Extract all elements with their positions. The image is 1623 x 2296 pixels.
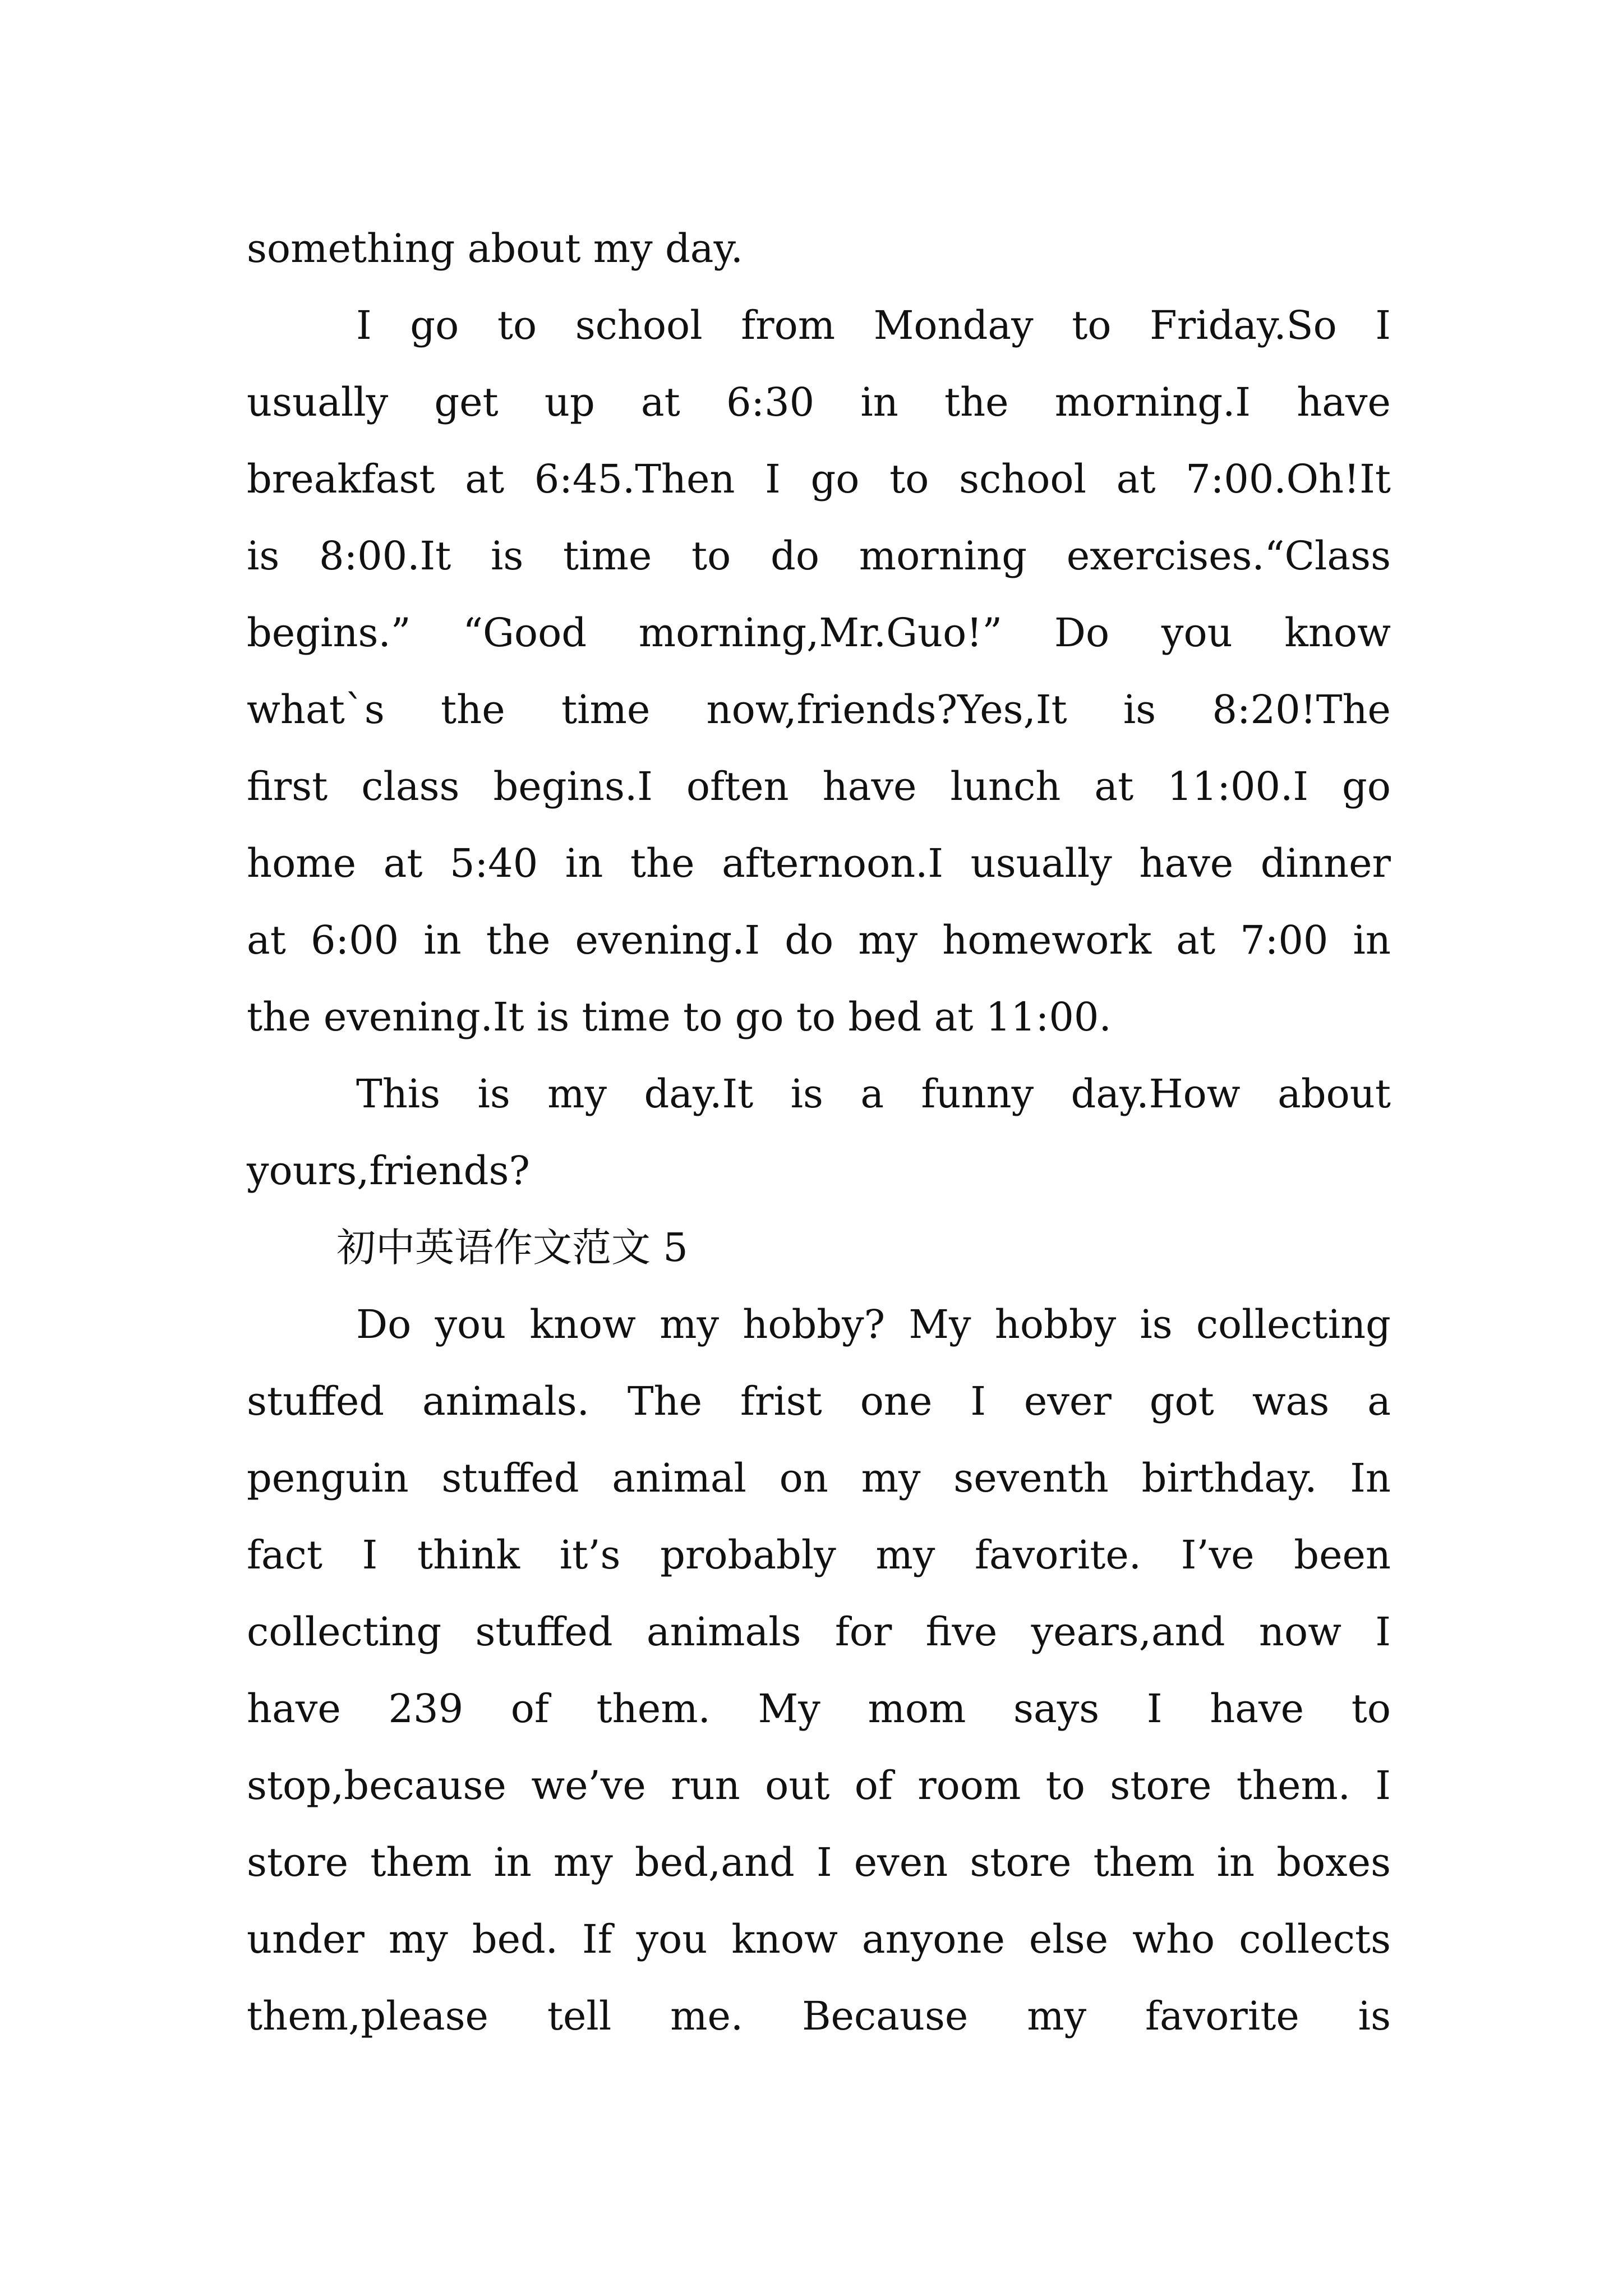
paragraph-first-line: Do you know my hobby? My hobby is collecting [356,1301,1391,1347]
text-line: collecting stuffed animals for five years,and now I [247,1609,1391,1655]
text-line: yours,friends? [247,1148,530,1194]
text-line: penguin stuffed animal on my seventh birthday. In [247,1455,1391,1501]
text-line: under my bed. If you know anyone else who collects [247,1916,1391,1962]
text-line: something about my day. [247,226,743,272]
document-body [247,210,1391,2055]
text-line: stuffed animals. The frist one I ever got was a [247,1378,1391,1424]
text-line: stop,because we’ve run out of room to store them. I [247,1763,1391,1809]
text-line: them,please tell me. Because my favorite is [247,1993,1391,2039]
paragraph-first-line: I go to school from Monday to Friday.So I [356,302,1391,348]
text-line: what`s the time now,friends?Yes,It is 8:20!The [247,687,1391,733]
text-line: the evening.It is time to go to bed at 11:00. [247,994,1112,1040]
text-line: first class begins.I often have lunch at 11:00.I go [247,763,1391,809]
text-line: have 239 of them. My mom says I have to [247,1686,1391,1732]
text-line: begins.” “Good morning,Mr.Guo!” Do you know [247,610,1391,656]
text-line: breakfast at 6:45.Then I go to school at 7:00.Oh!It [247,456,1391,502]
text-line: usually get up at 6:30 in the morning.I have [247,379,1391,425]
text-line: at 6:00 in the evening.I do my homework at 7:00 in [247,917,1391,963]
text-line: home at 5:40 in the afternoon.I usually have dinner [247,840,1391,886]
text-line: is 8:00.It is time to do morning exercises.“Class [247,533,1391,579]
paragraph-first-line: This is my day.It is a funny day.How about [356,1071,1391,1117]
text-line: store them in my bed,and I even store them in boxes [247,1839,1391,1885]
text-line: fact I think it’s probably my favorite. I’ve been [247,1532,1391,1578]
section-heading: 初中英语作文范文 5 [336,1225,688,1271]
